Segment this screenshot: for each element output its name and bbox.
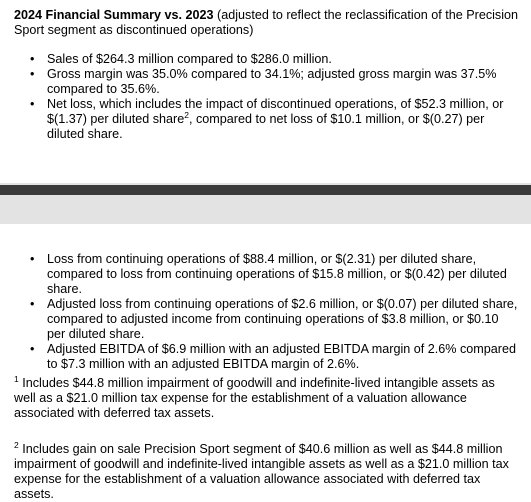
continuing-bullet-list: [30, 252, 520, 372]
list-item: [30, 342, 520, 372]
list-item: [30, 297, 520, 342]
footnote-2: [14, 442, 519, 502]
bullet-icon: •: [30, 52, 35, 66]
list-item: [30, 67, 520, 97]
summary-bullet-list: [30, 52, 520, 142]
list-item: [30, 97, 520, 142]
summary-heading-note: (adjusted to reflect the reclassification of the Precision Sport segment as discontinued operations): [14, 8, 519, 37]
footnote-text: Includes gain on sale Precision Sport segment of $40.6 million as well as $44.8 million impairment of goodwill and indefinite-lived intangible assets as well as a $21.0 million tax expense for the establishment of a valuation allowance associated with deferred tax assets.: [14, 442, 509, 501]
bullet-icon: •: [30, 342, 35, 356]
list-item-text: Sales of $264.3 million compared to $286.0 million.: [47, 52, 332, 66]
bullet-icon: •: [30, 67, 35, 81]
bullet-icon: •: [30, 97, 35, 111]
list-item-text: Net loss, which includes the impact of discontinued operations, of $52.3 million, or $(1.37) per diluted share: [47, 97, 504, 126]
section-divider: [0, 183, 531, 224]
bullet-icon: •: [30, 252, 35, 266]
list-item-text: Adjusted loss from continuing operations of $2.6 million, or $(0.07) per diluted share, compared to adjusted income from continuing operations of $3.8 million, or $0.10 per diluted share.: [47, 297, 518, 341]
list-item-text: Gross margin was 35.0% compared to 34.1%; adjusted gross margin was 37.5% compared to 35.6%.: [47, 67, 497, 96]
footnote-marker: 2: [14, 440, 19, 450]
footnote-marker: 1: [14, 374, 19, 384]
list-item-text: Loss from continuing operations of $88.4 million, or $(2.31) per diluted share, compared to loss from continuing operations of $15.8 million, or $(0.42) per diluted share.: [47, 252, 507, 296]
continuing-operations-section: [0, 224, 531, 500]
footnote-text: Includes $44.8 million impairment of goodwill and indefinite-lived intangible assets as well as a $21.0 million tax expense for the establishment of a valuation allowance associated with deferred tax assets.: [14, 376, 495, 420]
list-item: [30, 252, 520, 297]
divider-bar: [0, 185, 531, 195]
footnote-1: [14, 376, 519, 421]
summary-heading-title: 2024 Financial Summary vs. 2023: [14, 8, 214, 22]
list-item-text: Adjusted EBITDA of $6.9 million with an adjusted EBITDA margin of 2.6% compared to $7.3 million with an adjusted EBITDA margin of 2.6%.: [47, 342, 517, 371]
financial-summary-section: [0, 0, 531, 183]
list-item: [30, 52, 520, 67]
bullet-icon: •: [30, 297, 35, 311]
summary-heading: [14, 8, 519, 38]
list-item-text: , compared to net loss of $10.1 million, or $(0.27) per diluted share.: [47, 112, 485, 141]
footnote-reference: 2: [184, 110, 189, 120]
